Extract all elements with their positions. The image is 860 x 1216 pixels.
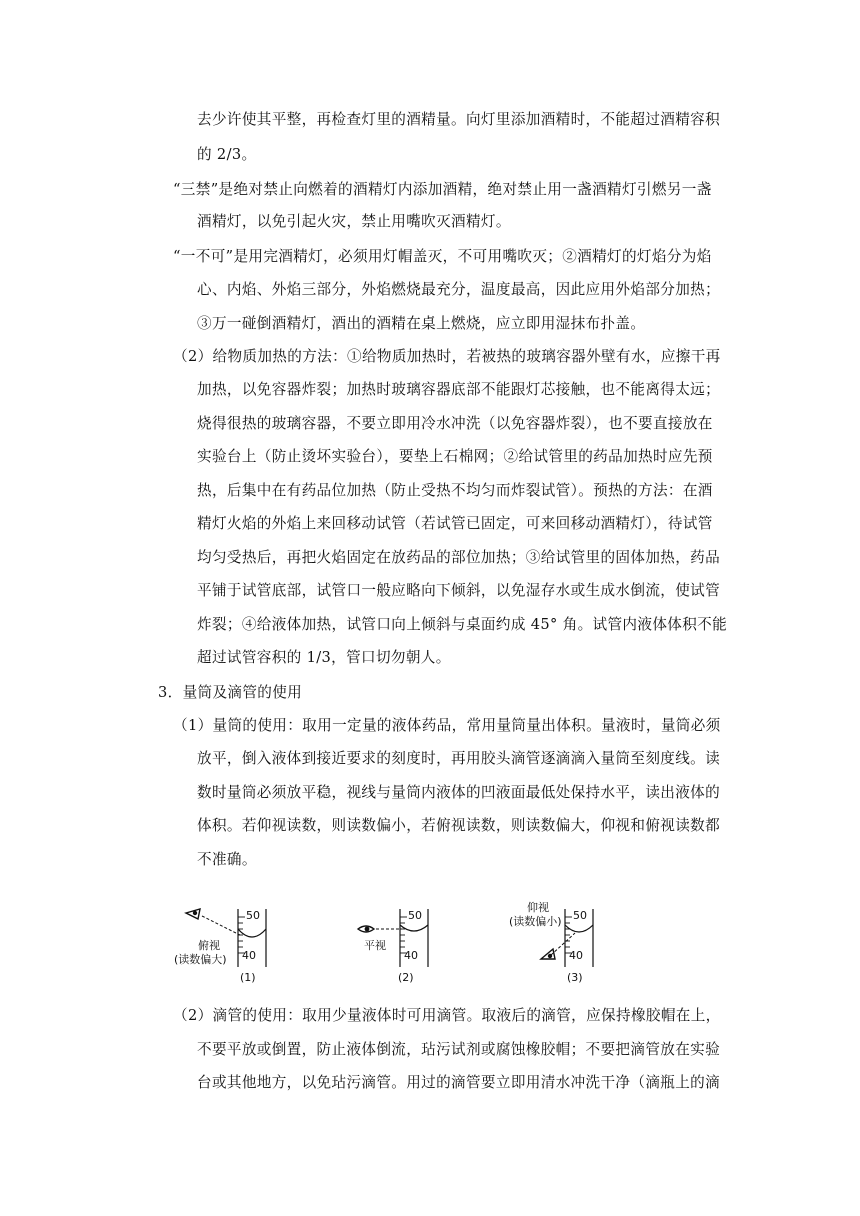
paragraph-line: （1）量筒的使用：取用一定量的液体药品，常用量筒量出体积。量液时，量筒必须 <box>173 717 721 734</box>
panel-caption: (2) <box>398 971 414 984</box>
paragraph-line: （2）给物质加热的方法：①给物质加热时，若被热的玻璃容器外壁有水，应擦干再 <box>173 348 721 365</box>
view-label: 平视 <box>364 939 386 952</box>
paragraph-line: 不准确。 <box>197 851 257 868</box>
paragraph-line: 体积。若仰视读数，则读数偏小，若俯视读数，则读数偏大，仰视和俯视读数都 <box>197 817 721 834</box>
paragraph-line: 均匀受热后，再把火焰固定在放药品的部位加热；③给试管里的固体加热，药品 <box>197 549 721 566</box>
top-mark: 50 <box>408 909 422 922</box>
paragraph-line: 放平，倒入液体到接近要求的刻度时，再用胶头滴管逐滴滴入量筒至刻度线。读 <box>197 750 721 767</box>
eye-icon <box>541 949 555 959</box>
view-label: 仰视 <box>527 901 549 914</box>
eye-icon <box>186 909 200 919</box>
paragraph-line: 烧得很热的玻璃容器，不要立即用冷水冲洗（以免容器炸裂），也不要直接放在 <box>197 415 713 432</box>
paragraph-line: 的 2/3。 <box>197 146 257 163</box>
paragraph-line: 去少许使其平整，再检查灯里的酒精量。向灯里添加酒精时，不能超过酒精容积 <box>197 111 721 128</box>
measuring-cylinder-figure <box>160 897 620 987</box>
section-heading: 3．量筒及滴管的使用 <box>158 684 303 701</box>
paragraph-line: 台或其他地方，以免玷污滴管。用过的滴管要立即用清水冲洗干净（滴瓶上的滴 <box>197 1074 721 1091</box>
paragraph-line: 超过试管容积的 1/3，管口切勿朝人。 <box>197 649 451 666</box>
figure-panel-2 <box>358 909 428 984</box>
paragraph-line: 精灯火焰的外焰上来回移动试管（若试管已固定，可来回移动酒精灯），待试管 <box>197 515 713 532</box>
paragraph-line: 实验台上（防止烫坏实验台），要垫上石棉网；②给试管里的药品加热时应先预 <box>197 448 713 465</box>
paragraph-line: 心、内焰、外焰三部分，外焰燃烧最充分，温度最高，因此应用外焰部分加热； <box>197 281 721 298</box>
paragraph-line: 加热，以免容器炸裂；加热时玻璃容器底部不能跟灯芯接触，也不能离得太远； <box>197 381 721 398</box>
view-label-note: (读数偏大) <box>174 953 227 966</box>
paragraph-line: “一不可”是用完酒精灯，必须用灯帽盖灭，不可用嘴吹灭；②酒精灯的灯焰分为焰 <box>173 248 712 265</box>
paragraph-line: 平铺于试管底部，试管口一般应略向下倾斜，以免湿存水或生成水倒流，使试管 <box>197 582 721 599</box>
top-mark: 50 <box>573 909 587 922</box>
panel-caption: (1) <box>240 971 256 984</box>
figure-panel-1 <box>174 909 266 984</box>
paragraph-line: “三禁”是绝对禁止向燃着的酒精灯内添加酒精，绝对禁止用一盏酒精灯引燃另一盏 <box>173 181 712 198</box>
paragraph-line: 酒精灯，以免引起火灾，禁止用嘴吹灭酒精灯。 <box>197 213 511 230</box>
panel-caption: (3) <box>567 971 583 984</box>
top-mark: 50 <box>246 909 260 922</box>
paragraph-line: 不要平放或倒置，防止液体倒流，玷污试剂或腐蚀橡胶帽；不要把滴管放在实验 <box>197 1041 721 1058</box>
bottom-mark: 40 <box>404 949 418 962</box>
sight-line <box>202 916 240 935</box>
paragraph-line: 数时量筒必须放平稳，视线与量筒内液体的凹液面最低处保持水平，读出液体的 <box>197 784 721 801</box>
paragraph-line: 炸裂；④给液体加热，试管口向上倾斜与桌面约成 45° 角。试管内液体体积不能 <box>197 616 728 633</box>
view-label: 俯视 <box>198 939 220 952</box>
paragraph-line: （2）滴管的使用：取用少量液体时可用滴管。取液后的滴管，应保持橡胶帽在上， <box>173 1007 721 1024</box>
figure-panel-3 <box>509 901 593 984</box>
paragraph-line: ③万一碰倒酒精灯，酒出的酒精在桌上燃烧，应立即用湿抹布扑盖。 <box>197 315 646 332</box>
eye-icon <box>358 926 374 932</box>
bottom-mark: 40 <box>242 949 256 962</box>
bottom-mark: 40 <box>569 949 583 962</box>
paragraph-line: 热，后集中在有药品位加热（防止受热不均匀而炸裂试管）。预热的方法：在酒 <box>197 482 713 499</box>
view-label-note: (读数偏小) <box>509 915 562 928</box>
